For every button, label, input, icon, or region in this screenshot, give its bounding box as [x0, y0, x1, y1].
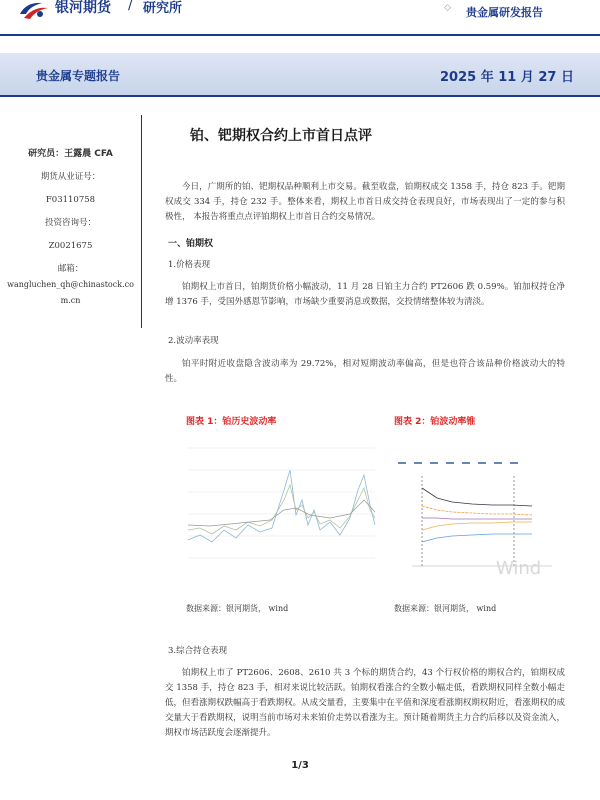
- intro-paragraph: 今日，广期所的铂、钯期权品种顺利上市交易。截至收盘，铂期权成交 1358 手，持仓 823 手。钯期权成交 334 手，持仓 232 手。整体来看，期权上市首日成交持仓表现良好，市场表现出了一定的参与积极性， 本报告将重点点评铂期权上市首日合约交易情况。: [165, 182, 565, 222]
- author-sidebar: [0, 148, 141, 309]
- diamond-icon: ◇: [444, 3, 451, 13]
- figure2-volatility-cone-chart: [392, 446, 562, 586]
- brand-department: 研究所: [143, 1, 183, 16]
- report-type: 贵金属专题报告: [36, 69, 121, 83]
- galaxy-logo-icon: [16, 0, 50, 22]
- wind-watermark: Wind: [496, 558, 542, 579]
- subheading-positions: 3.综合持仓表现: [168, 646, 228, 656]
- figure2-source: 数据来源：银河期货， wind: [394, 604, 497, 613]
- report-title: 铂、钯期权合约上市首日点评: [190, 128, 372, 144]
- qualification-number: F03110758: [45, 195, 96, 205]
- volatility-paragraph: 铂平时附近收盘隐含波动率为 29.72%，相对短期波动率偏高，但是也符合该品种价格波动大的特性。: [165, 359, 565, 384]
- brand-separator: /: [128, 0, 133, 13]
- report-category: 贵金属研发报告: [466, 6, 543, 19]
- qualification-label: 期货从业证号：: [40, 172, 101, 182]
- consultation-label: 投资咨询号：: [44, 218, 96, 228]
- figure1-title: 图表 1：铂历史波动率: [186, 417, 277, 427]
- subheading-volatility: 2.波动率表现: [168, 336, 219, 346]
- consultation-number: Z0021675: [48, 241, 93, 251]
- researcher-name: 研究员：王露晨 CFA: [28, 149, 113, 159]
- report-date: 2025 年 11 月 27 日: [440, 70, 574, 85]
- positions-paragraph: 铂期权上市了 PT2606、2608、2610 共 3 个标的期货合约，43 个行权价格的期权合约，铂期权成交 1358 手，持仓 823 手，相对来说比较活跃。铂期权看涨合约全数小幅走低，看跌期权同样全数小幅走低，但看涨期权跌幅高于看跌期权。从成交量看，主要集中在平值和深度看涨期权期权附近，看涨期权的成交量大于看跌期权，说明当前市场对未来铂价走势以看涨为主。预计随着期货主力合约后移以及资金流入，期权市场活跃度会逐渐提升。: [165, 668, 565, 738]
- page-header: [0, 0, 600, 30]
- brand-name: 银河期货: [55, 0, 111, 16]
- email-address[interactable]: wangluchen_qh@chinastock.com.cn: [7, 280, 134, 305]
- figure1-source: 数据来源：银河期货， wind: [186, 604, 289, 613]
- subheading-price: 1.价格表现: [168, 260, 211, 270]
- report-band: [0, 53, 600, 97]
- header-divider: [0, 34, 600, 36]
- page-number: 1/3: [291, 760, 309, 771]
- figure2-title: 图表 2：铂波动率锥: [394, 417, 476, 427]
- figure1-historical-volatility-chart: [180, 430, 380, 585]
- section-heading-platinum: 一、铂期权: [168, 239, 214, 249]
- sidebar-divider: [141, 115, 142, 328]
- price-paragraph: 铂期权上市首日，铂期货价格小幅波动，11 月 28 日铂主力合约 PT2606 跌 0.59%。铂加权持仓净增 1376 手，受国外感恩节影响，市场缺少重要消息或数据，交投情绪整体较为清淡。: [165, 282, 565, 307]
- email-label: 邮箱：: [57, 264, 84, 274]
